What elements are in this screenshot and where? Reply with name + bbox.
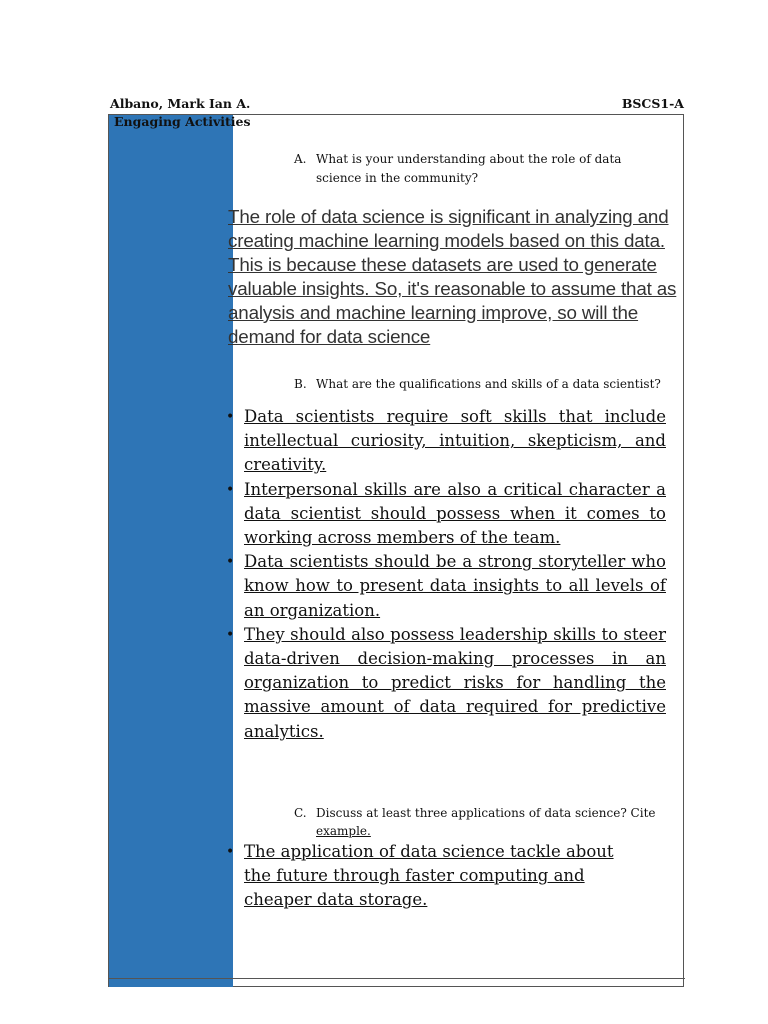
list-item: • Data scientists require soft skills that include intellectual curiosity, intuition, skepticism, and creativity. — [226, 407, 666, 475]
question-c-letter: C. — [294, 806, 307, 820]
list-item: • The application of data science tackle about the future through faster computing and cheaper data storage. — [226, 842, 614, 910]
blue-sidebar — [109, 115, 233, 987]
list-item: • Interpersonal skills are also a critical character a data scientist should possess when it comes to working across members of the team. — [226, 479, 666, 548]
bullet-icon: • — [226, 844, 235, 860]
bullet-icon: • — [226, 409, 235, 425]
question-a-line2: science in the community? — [316, 171, 479, 185]
question-a-letter: A. — [294, 152, 307, 166]
question-c-line2: example. — [316, 824, 371, 838]
answer-c-list — [226, 840, 666, 913]
answer-a-paragraph: The role of data science is significant in analyzing and creating machine learning models based on this data. This is because these datasets are used to generate valuable insights. So, it's reasonable to assume that as analysis and machine learning improve, so will the demand for data science — [228, 206, 677, 347]
bullet-icon: • — [226, 554, 235, 571]
bullet-icon: • — [226, 481, 235, 498]
answer-b-list — [226, 405, 666, 744]
question-a-line1: What is your understanding about the role of data — [316, 152, 622, 166]
student-name: Albano, Mark Ian A. — [110, 96, 251, 111]
bullet-icon: • — [226, 626, 235, 643]
question-b-line1: What are the qualifications and skills of a data scientist? — [316, 377, 661, 391]
question-b-letter: B. — [294, 377, 307, 391]
question-c-line1: Discuss at least three applications of data science? Cite — [316, 806, 656, 820]
activity-title: Engaging Activities — [114, 114, 251, 129]
section-code: BSCS1-A — [621, 96, 684, 111]
bottom-divider — [108, 978, 685, 979]
list-item: • Data scientists should be a strong storyteller who know how to present data insights to all levels of an organization. — [226, 552, 666, 620]
list-item: • They should also possess leadership skills to steer data-driven decision-making processes in an organization to predict risks for handling the massive amount of data required for predictive analytics. — [226, 624, 666, 741]
